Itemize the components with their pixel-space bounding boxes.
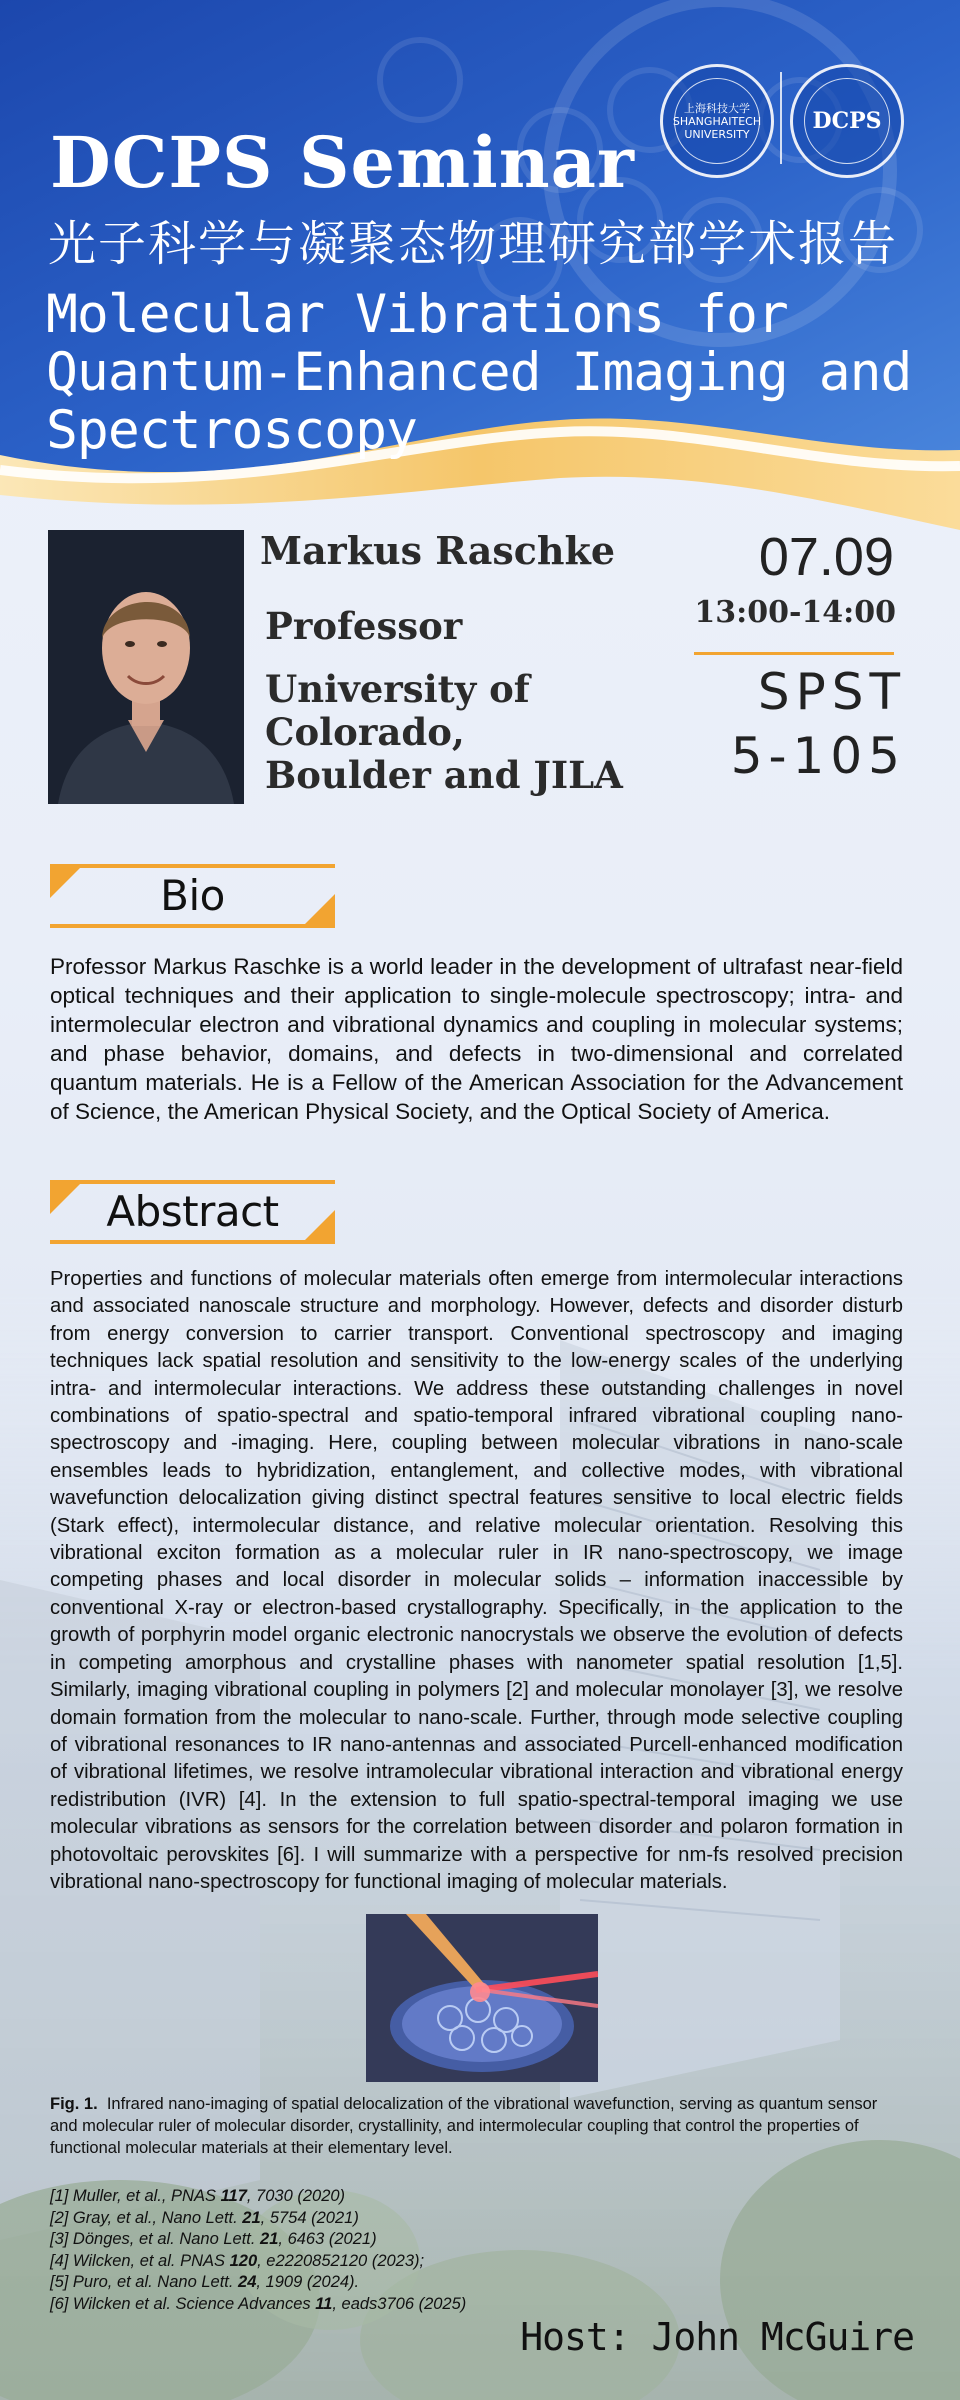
- reference-list: [50, 2186, 750, 2315]
- divider-rule: [694, 652, 894, 655]
- logo-divider: [780, 72, 782, 164]
- venue-line: SPST: [757, 663, 906, 721]
- bio-heading-text: Bio: [160, 871, 225, 920]
- event-time: 13:00-14:00: [694, 595, 896, 630]
- dcps-logo: [790, 64, 904, 178]
- speaker-name: Markus Raschke: [260, 528, 616, 573]
- shanghaitech-logo: [660, 64, 774, 178]
- reference-item: [1] Muller, et al., PNAS 117, 7030 (2020): [50, 2187, 346, 2205]
- affiliation-line: University of: [265, 667, 530, 711]
- bio-heading: [50, 864, 335, 928]
- speaker-photo: [48, 530, 244, 804]
- chinese-title: 光子科学与凝聚态物理研究部学术报告: [48, 216, 899, 272]
- dcps-logo-text: DCPS: [804, 78, 890, 164]
- abstract-heading: [50, 1180, 335, 1244]
- talk-title: Molecular Vibrations for Quantum-Enhanced Imaging and Spectroscopy: [46, 284, 912, 461]
- affiliation-line: Boulder and JILA: [265, 753, 623, 797]
- bio-text: Professor Markus Raschke is a world leader in the development of ultrafast near-field optical techniques and their application to single-molecule spectroscopy; intra- and intermolecular electron and vibrational dynamics and coupling in molecular systems; and phase behavior, domains, and defects in two-dimensional and correlated quantum materials. He is a Fellow of the American Association for the Advancement of Science, the American Physical Society, and the Optical Society of America.: [50, 954, 903, 1124]
- figure-image: [366, 1914, 598, 2082]
- caption-label: Fig. 1.: [50, 2095, 98, 2113]
- abstract-text: Properties and functions of molecular materials often emerge from intermolecular interactions and associated nanoscale structure and morphology. However, defects and disorder disturb from energy conversion to carrier transport. Conventional spectroscopy and imaging techniques lack spatial resolution and sensitivity to the low-energy scales of the underlying intra- and intermolecular interactions. We address these outstanding challenges in novel combinations of spatio-spectral and spatio-temporal infrared vibrational coupling nano-spectroscopy and -imaging. Here, coupling between molecular vibrations in nano-scale ensembles leads to hybridization, entanglement, and collective modes, with vibrational wavefunction delocalization giving distinct spectral features sensitive to local electric fields (Stark effect), intermolecular distance, and relative molecular orientation. Resolving this vibrational exciton formation as a molecular ruler in IR nano-spectroscopy, we image competing phases and local disorder in molecular solids – information inaccessible by conventional X-ray or electron-based crystallography. Specifically, in the application to the growth of porphyrin model organic electronic nanocrystals we observe the evolution of defects in competing amorphous and crystalline phases with nanometer spatial resolution [1,5]. Similarly, imaging vibrational coupling in polymers [2] and molecular monolayer [3], we resolve domain formation from the molecular to nano-scale. Further, through mode selective coupling of vibrational resonances to IR nano-antennas and associated Purcell-enhanced modification of vibrational lifetimes, we resolve intramolecular vibrational interaction and vibrational energy redistribution (IVR) [4]. In the extension to full spatio-spectral-temporal imaging we use molecular vibrations as sensors for the correlation between disorder and polaron formation in photovoltaic perovskites [6]. I will summarize with a perspective for nm-fs resolved precision vibrational nano-spectroscopy for functional imaging of molecular materials.: [50, 1268, 903, 1893]
- abstract-heading-text: Abstract: [106, 1187, 279, 1236]
- reference-item: [3] Dönges, et al. Nano Lett. 21, 6463 (2021): [50, 2230, 377, 2248]
- event-venue: [686, 660, 906, 788]
- seminar-title: DCPS Seminar: [50, 121, 635, 204]
- reference-item: [6] Wilcken et al. Science Advances 11, eads3706 (2025): [50, 2294, 467, 2313]
- reference-item: [2] Gray, et al., Nano Lett. 21, 5754 (2021): [50, 2208, 359, 2227]
- speaker-affiliation: [265, 668, 645, 797]
- host-name: Host: John McGuire: [520, 2315, 914, 2359]
- header-banner: [0, 0, 960, 540]
- speaker-title: Professor: [265, 604, 463, 648]
- figure-caption: [50, 2093, 900, 2159]
- venue-line: 5-105: [730, 727, 906, 785]
- caption-text: Infrared nano-imaging of spatial delocalization of the vibrational wavefunction, serving as quantum sensor and molecular ruler of molecular disorder, crystallinity, and intermolecular coupling that control the properties of functional molecular materials at their elementary level.: [50, 2095, 878, 2157]
- reference-item: [4] Wilcken, et al. PNAS 120, e2220852120 (2023);: [50, 2251, 425, 2270]
- reference-item: [5] Puro, et al. Nano Lett. 24, 1909 (2024).: [50, 2273, 360, 2291]
- affiliation-line: Colorado,: [265, 710, 465, 754]
- event-date: 07.09: [758, 527, 894, 587]
- logo-text: 上海科技大学 SHANGHAITECH UNIVERSITY: [674, 78, 760, 164]
